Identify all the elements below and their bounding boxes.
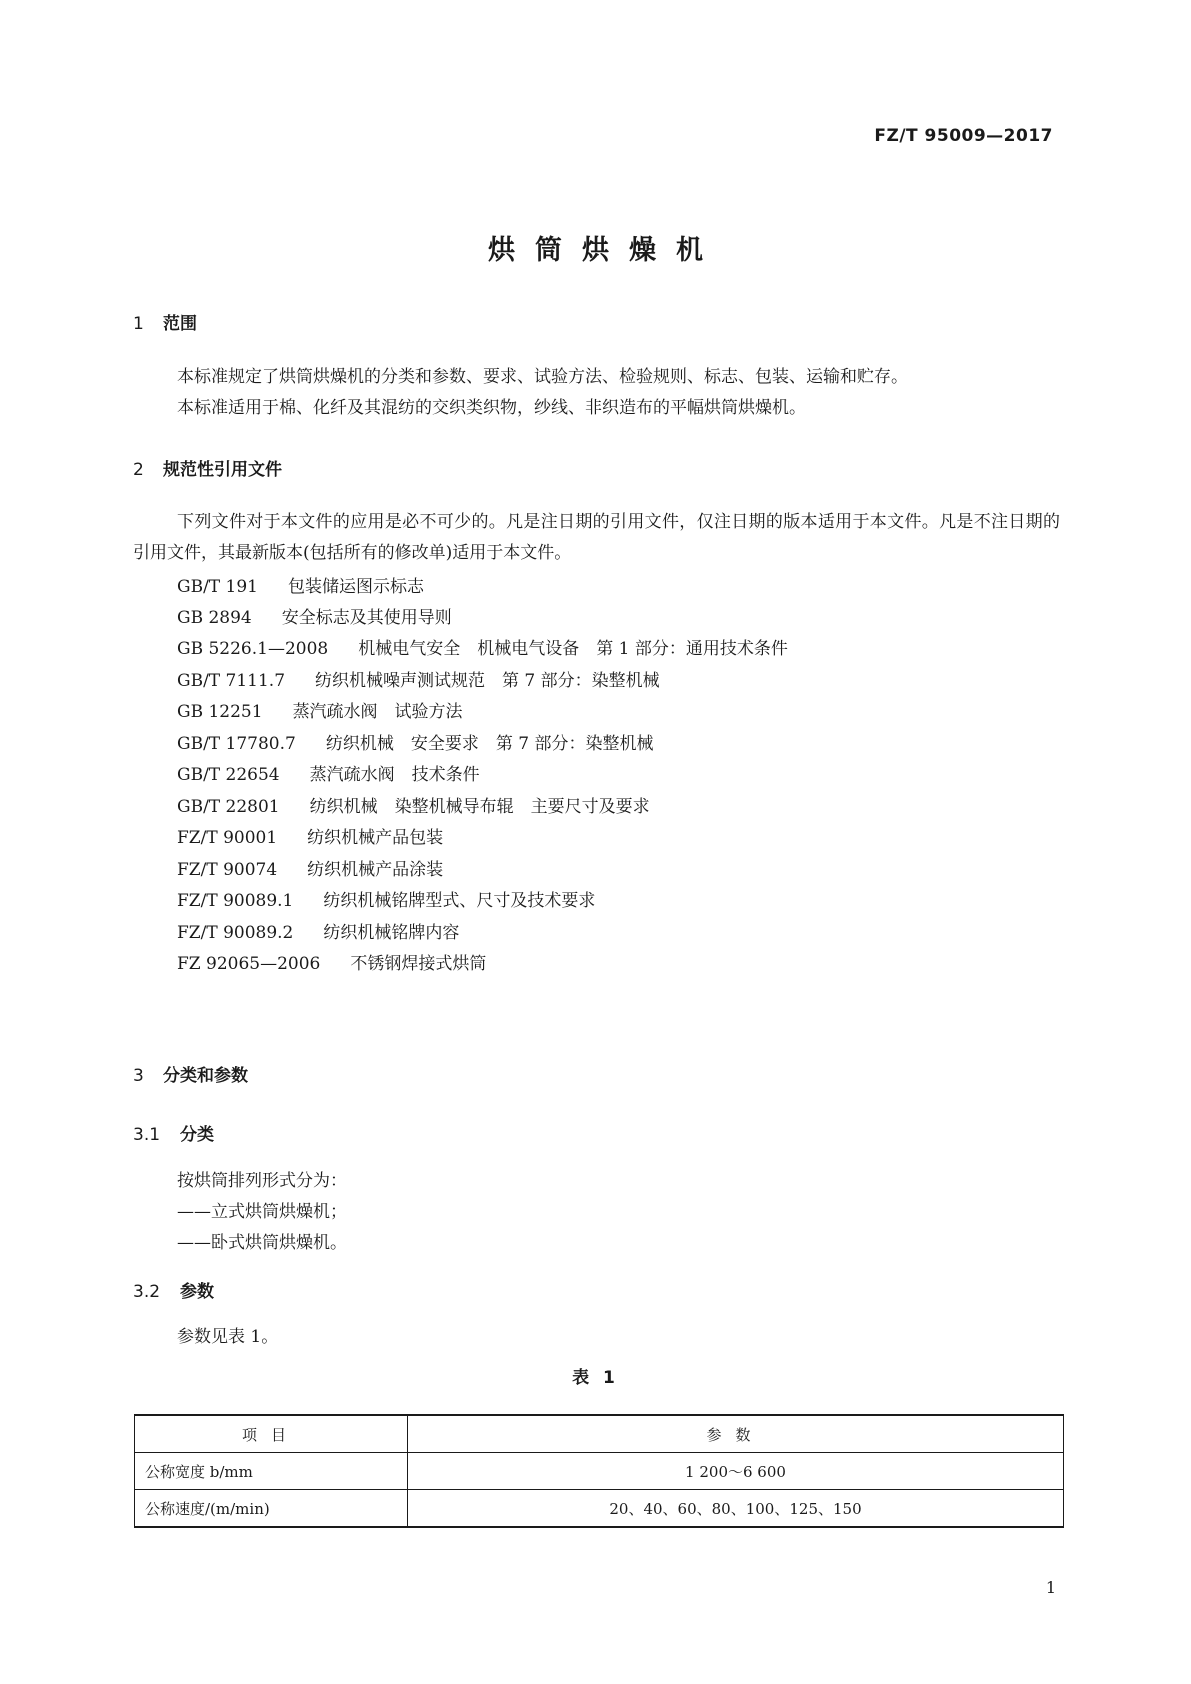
reference-code: FZ/T 90089.1 [177, 891, 294, 911]
section-3-heading [133, 1061, 248, 1086]
reference-code: GB/T 191 [177, 577, 258, 597]
section-3-1-heading [133, 1120, 214, 1145]
classification-intro: 按烘筒排列形式分为： [177, 1171, 347, 1191]
references-intro: 下列文件对于本文件的应用是必不可少的。凡是注日期的引用文件，仅注日期的版本适用于本文件。凡是不注日期的引用文件，其最新版本(包括所有的修改单)适用于本文件。 [133, 512, 1060, 563]
classification-item: ——卧式烘筒烘燥机。 [177, 1233, 347, 1253]
reference-item [177, 823, 443, 848]
reference-item [177, 634, 788, 659]
reference-title: 纺织机械产品涂装 [307, 860, 444, 880]
section-1-heading [133, 309, 197, 334]
section-title: 分类和参数 [163, 1066, 248, 1086]
page-number: 1 [1045, 1578, 1056, 1597]
standard-code: FZ/T 95009—2017 [874, 126, 1053, 146]
reference-item [177, 603, 452, 628]
reference-code: GB/T 7111.7 [177, 671, 286, 691]
reference-code: GB/T 17780.7 [177, 734, 296, 754]
reference-item [177, 760, 480, 785]
table-header-row [135, 1415, 1064, 1453]
reference-item [177, 886, 595, 911]
reference-title: 纺织机械 染整机械导布辊 主要尺寸及要求 [309, 797, 650, 817]
reference-title: 机械电气安全 机械电气设备 第 1 部分：通用技术条件 [358, 639, 788, 659]
table-caption: 表 1 [572, 1368, 619, 1388]
reference-item [177, 697, 463, 722]
reference-code: GB 12251 [177, 702, 263, 722]
reference-title: 蒸汽疏水阀 试验方法 [292, 702, 463, 722]
section-number: 3.1 [133, 1125, 161, 1145]
section-number: 3 [133, 1066, 144, 1086]
reference-item [177, 918, 459, 943]
reference-title: 包装储运图示标志 [288, 577, 424, 597]
section-2-heading [133, 455, 282, 480]
reference-code: GB 5226.1—2008 [177, 639, 329, 659]
table-cell-value: 20、40、60、80、100、125、150 [408, 1490, 1064, 1528]
section-title: 规范性引用文件 [163, 460, 282, 480]
reference-title: 安全标志及其使用导则 [281, 608, 452, 628]
section-3-2-heading [133, 1277, 214, 1302]
table-cell-item: 公称宽度 b/mm [135, 1453, 408, 1490]
section-title: 范围 [163, 314, 197, 334]
reference-item [177, 572, 424, 597]
reference-item [177, 792, 650, 817]
reference-title: 纺织机械铭牌型式、尺寸及技术要求 [323, 891, 596, 911]
classification-item: ——立式烘筒烘燥机； [177, 1202, 347, 1222]
section-title: 分类 [180, 1125, 214, 1145]
reference-code: GB/T 22654 [177, 765, 280, 785]
reference-code: GB/T 22801 [177, 797, 280, 817]
reference-title: 纺织机械噪声测试规范 第 7 部分：染整机械 [315, 671, 660, 691]
reference-item [177, 949, 486, 974]
table-row [135, 1490, 1064, 1528]
scope-paragraph-1: 本标准规定了烘筒烘燥机的分类和参数、要求、试验方法、检验规则、标志、包装、运输和贮存。 [177, 367, 908, 387]
table-cell-item: 公称速度/(m/min) [135, 1490, 408, 1528]
table-header-cell: 参数 [408, 1415, 1064, 1453]
section-title: 参数 [180, 1282, 214, 1302]
reference-title: 不锈钢焊接式烘筒 [350, 954, 487, 974]
table-header-cell: 项目 [135, 1415, 408, 1453]
reference-item [177, 729, 653, 754]
reference-code: FZ/T 90074 [177, 860, 278, 880]
document-title: 烘筒烘燥机 [488, 235, 723, 266]
section-number: 2 [133, 460, 144, 480]
section-number: 3.2 [133, 1282, 161, 1302]
reference-code: FZ/T 90001 [177, 828, 278, 848]
parameters-reference-text: 参数见表 1。 [177, 1327, 279, 1347]
parameters-table [134, 1414, 1064, 1528]
reference-title: 蒸汽疏水阀 技术条件 [309, 765, 480, 785]
reference-code: FZ 92065—2006 [177, 954, 321, 974]
section-number: 1 [133, 314, 144, 334]
reference-title: 纺织机械产品包装 [307, 828, 444, 848]
reference-title: 纺织机械 安全要求 第 7 部分：染整机械 [325, 734, 654, 754]
table-cell-value: 1 200～6 600 [408, 1453, 1064, 1490]
scope-paragraph-2: 本标准适用于棉、化纤及其混纺的交织类织物，纱线、非织造布的平幅烘筒烘燥机。 [177, 398, 806, 418]
reference-title: 纺织机械铭牌内容 [323, 923, 460, 943]
reference-code: GB 2894 [177, 608, 252, 628]
reference-code: FZ/T 90089.2 [177, 923, 294, 943]
reference-item [177, 666, 660, 691]
reference-item [177, 855, 443, 880]
table-row [135, 1453, 1064, 1490]
